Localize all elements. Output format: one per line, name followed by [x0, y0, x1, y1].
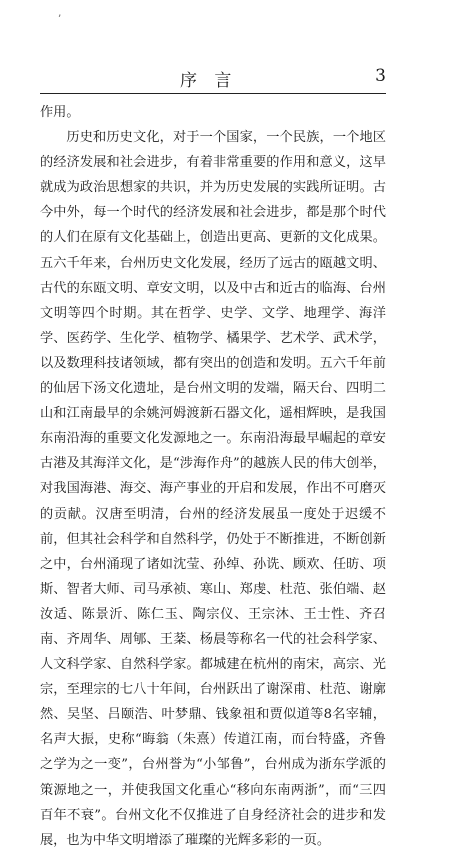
header-rule: [40, 93, 386, 94]
running-header: [40, 66, 386, 90]
page-number: 3: [375, 66, 386, 86]
header-title: 序 言: [180, 71, 238, 91]
paragraph: 历史和历史文化，对于一个国家，一个民族，一个地区的经济发展和社会进步，有着非常重要的作用和意义，这早就成为政治思想家的共识，并为历史发展的实践所证明。古今中外，每一个时代的经济发展和社会进步，都是那个时代的人们在原有文化基础上，创造出更高、更新的文化成果。五六千年来，台州历史文化发展，经历了远古的瓯越文明、古代的东瓯文明、章安文明，以及中古和近古的临海、台州文明等四个时期。其在哲学、史学、文学、地理学、海洋学、医药学、生化学、植物学、橘果学、艺术学、武术学，以及数理科技诸领域，都有突出的创造和发明。五六千年前的仙居下汤文化遗址，是台州文明的发端，隔天台、四明二山和江南最早的余姚河姆渡新石器文化，遥相辉映，是我国东南沿海的重要文化发源地之一。东南沿海最早崛起的章安古港及其海洋文化，是“涉海作舟”的越族人民的伟大创举，对我国海港、海交、海产事业的开启和发展，作出不可磨灭的贡献。汉唐至明清，台州的经济发展虽一度处于迟缓不前，但其社会科学和自然科学，仍处于不断推进，不断创新之中，台州涌现了诸如沈莹、孙绰、孙诜、顾欢、任昉、项斯、智者大师、司马承祯、寒山、郑虔、杜范、张伯端、赵汝适、陈景沂、陈仁玉、陶宗仪、王宗沐、王士性、齐召南、齐周华、周郇、王棻、杨晨等称名一代的社会科学家、人文科学家、自然科学家。都城建在杭州的南宋，高宗、光宗，至理宗的七八十年间，台州跃出了谢深甫、杜范、谢廓然、吴坚、吕颐浩、叶梦鼎、钱象祖和贾似道等8名宰辅，名声大振，史称“晦翁（朱熹）传道江南，而台特盛，齐鲁之学为之一变”，台州誉为“小邹鲁”，台州成为浙东学派的策源地之一，并使我国文化重心“移向东南两浙”，而“三四百年不衰”。台州文化不仅推进了自身经济社会的进步和发展，也为中华文明增添了璀璨的光辉多彩的一页。: [40, 130, 386, 848]
page-body: [40, 100, 386, 853]
paragraph: 作用。: [40, 105, 80, 120]
scan-mark: ’: [58, 14, 62, 25]
